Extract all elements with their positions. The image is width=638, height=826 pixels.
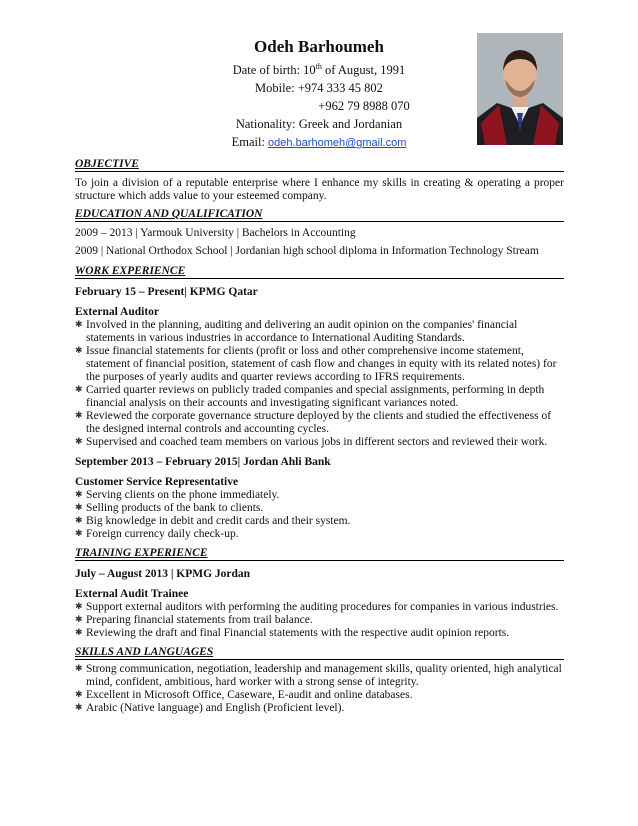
section-heading-work: WORK EXPERIENCE: [75, 263, 564, 279]
nationality: Nationality: Greek and Jordanian: [235, 117, 403, 132]
list-item: ✱ Involved in the planning, auditing and delivering an audit opinion on the companies' financial statements in various industries in accordance to International Auditing Standards.: [75, 319, 518, 344]
list-item: ✱ Selling products of the bank to clients.: [75, 502, 264, 514]
list-item: ✱ Foreign currency daily check-up.: [75, 528, 239, 540]
list-item: ✱ Issue financial statements for clients (profit or loss and other comprehensive income statement, statement of financial position, statement of cash flow and changes in equity with its related notes) for the purposes of yearly audits and quarter reviews according to IFRS requirements.: [75, 345, 557, 383]
list-item: ✱ Excellent in Microsoft Office, Caseware, E-audit and online databases.: [75, 689, 413, 701]
email-line: Email: odeh.barhomeh@gmail.com: [231, 135, 407, 150]
mobile-primary: Mobile: +974 333 45 802: [255, 81, 383, 96]
asterisk-bullet-icon: ✱: [75, 703, 83, 713]
section-heading-education: EDUCATION AND QUALIFICATION: [75, 206, 564, 222]
date-of-birth: Date of birth: 10th of August, 1991: [232, 62, 406, 78]
asterisk-bullet-icon: ✱: [75, 664, 83, 674]
mobile-secondary: +962 79 8988 070: [318, 99, 410, 114]
asterisk-bullet-icon: ✱: [75, 628, 83, 638]
list-item: ✱ Serving clients on the phone immediately.: [75, 489, 280, 501]
job-duties-list: [75, 489, 564, 541]
job-period: September 2013 – February 2015| Jordan Ahli Bank: [75, 456, 331, 468]
asterisk-bullet-icon: ✱: [75, 490, 83, 500]
asterisk-bullet-icon: ✱: [75, 385, 83, 395]
training-duties-list: [75, 601, 564, 640]
education-item: 2009 | National Orthodox School | Jordanian high school diploma in Information Technology Stream: [75, 245, 539, 257]
list-item: ✱ Support external auditors with performing the auditing procedures for companies in various industries.: [75, 601, 559, 613]
job-role: Customer Service Representative: [75, 476, 239, 488]
candidate-name: Odeh Barhoumeh: [254, 37, 384, 56]
section-heading-training: TRAINING EXPERIENCE: [75, 545, 564, 561]
asterisk-bullet-icon: ✱: [75, 529, 83, 539]
list-item: ✱ Big knowledge in debit and credit cards and their system.: [75, 515, 351, 527]
list-item: ✱ Arabic (Native language) and English (Proficient level).: [75, 702, 345, 714]
section-heading-objective: OBJECTIVE: [75, 156, 564, 172]
job-period: February 15 – Present| KPMG Qatar: [75, 286, 258, 298]
job-role: External Auditor: [75, 306, 160, 318]
training-period: July – August 2013 | KPMG Jordan: [75, 568, 251, 580]
list-item: ✱ Reviewing the draft and final Financial statements with the respective audit opinion reports.: [75, 627, 510, 639]
asterisk-bullet-icon: ✱: [75, 690, 83, 700]
list-item: ✱ Supervised and coached team members on various jobs in different sectors and reviewed their work.: [75, 436, 548, 448]
training-role: External Audit Trainee: [75, 588, 189, 600]
asterisk-bullet-icon: ✱: [75, 602, 83, 612]
list-item: ✱ Preparing financial statements from trail balance.: [75, 614, 313, 626]
asterisk-bullet-icon: ✱: [75, 503, 83, 513]
section-heading-skills: SKILLS AND LANGUAGES: [75, 644, 564, 660]
asterisk-bullet-icon: ✱: [75, 320, 83, 330]
list-item: ✱ Reviewed the corporate governance structure deployed by the clients and studied the effectiveness of the designed internal controls and accounting cycles.: [75, 410, 552, 435]
objective-text: To join a division of a reputable enterprise where I enhance my skills in creating & operating a proper structure which adds value to your esteemed company.: [75, 177, 564, 202]
list-item: ✱ Carried quarter reviews on publicly traded companies and special assignments, performing in depth financial analysis on their accounts and investigating significant variances noted.: [75, 384, 545, 409]
asterisk-bullet-icon: ✱: [75, 411, 83, 421]
asterisk-bullet-icon: ✱: [75, 437, 83, 447]
skills-list: [75, 663, 564, 715]
asterisk-bullet-icon: ✱: [75, 615, 83, 625]
asterisk-bullet-icon: ✱: [75, 346, 83, 356]
email-link[interactable]: odeh.barhomeh@gmail.com: [268, 137, 407, 150]
education-item: 2009 – 2013 | Yarmouk University | Bachelors in Accounting: [75, 227, 356, 239]
job-duties-list: [75, 319, 564, 449]
profile-photo-graphic: [477, 33, 563, 145]
list-item: ✱ Strong communication, negotiation, leadership and management skills, quality oriented, high analytical mind, confident, ambitious, hard worker with a strong sense of integrity.: [75, 663, 562, 688]
asterisk-bullet-icon: ✱: [75, 516, 83, 526]
resume-body: [75, 155, 564, 719]
profile-photo: [477, 33, 563, 145]
